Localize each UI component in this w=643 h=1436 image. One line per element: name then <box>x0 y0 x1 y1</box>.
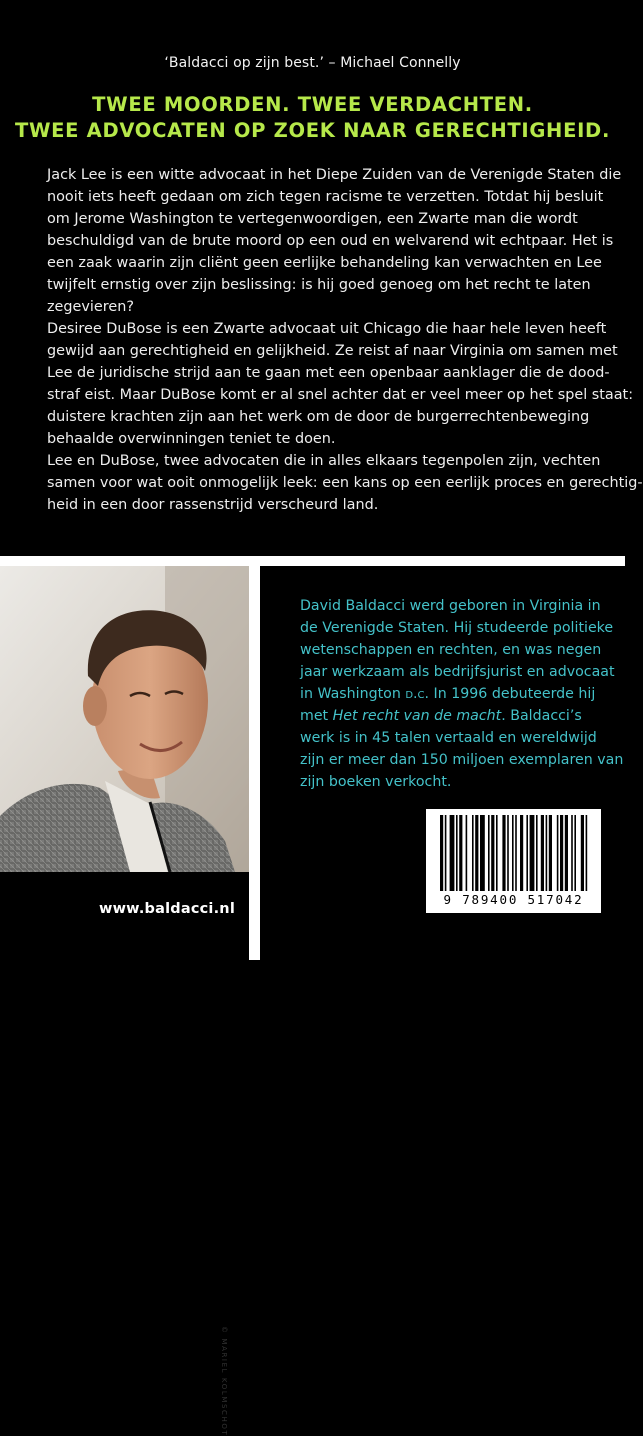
photo-credit: © MARIEL KOLMSCHOT <box>220 1326 228 1436</box>
barcode-bar <box>496 815 498 891</box>
author-bio <box>300 595 624 793</box>
bio-line: zijn er meer dan 150 miljoen exemplaren van <box>300 752 624 768</box>
barcode-bar <box>459 815 462 891</box>
synopsis-line: een zaak waarin zijn cliënt geen eerlijke behandeling kan verwachten en Lee <box>47 255 602 271</box>
synopsis-line: Lee de juridische strijd aan te gaan met een openbaar aanklager die de dood- <box>47 365 610 381</box>
website-link[interactable]: www.baldacci.nl <box>98 901 235 917</box>
bio-line: jaar werkzaam als bedrijfsjurist en advocaat <box>300 664 615 680</box>
barcode-bar <box>480 815 485 891</box>
barcode-bar <box>546 815 548 891</box>
barcode-bar <box>520 815 523 891</box>
synopsis-line: nooit iets heeft gedaan om zich tegen racisme te verzetten. Totdat hij besluit <box>47 189 604 205</box>
bio-line: David Baldacci werd geboren in Virginia in <box>300 598 601 614</box>
barcode-bar <box>440 815 443 891</box>
synopsis-line: gewijd aan gerechtigheid en gelijkheid. Ze reist af naar Virginia om samen met <box>47 343 618 359</box>
synopsis-line: behaalde overwinningen teniet te doen. <box>47 431 336 447</box>
barcode-bar <box>445 815 447 891</box>
synopsis-line: Jack Lee is een witte advocaat in het Diepe Zuiden van de Verenigde Staten die <box>47 167 622 183</box>
website-panel <box>0 872 249 960</box>
bio-text: . Baldacci’s <box>501 708 582 724</box>
bio-small-caps: d.c. <box>405 686 430 702</box>
barcode-bar <box>560 815 563 891</box>
barcode-bar <box>571 815 573 891</box>
barcode <box>426 809 601 913</box>
barcode-bar <box>472 815 474 891</box>
barcode-bar <box>574 815 576 891</box>
author-portrait-illustration <box>0 566 249 872</box>
barcode-bar <box>541 815 544 891</box>
bio-line: werk is in 45 talen vertaald en wereldwijd <box>300 730 597 746</box>
tagline-line-2: TWEE ADVOCATEN OP ZOEK NAAR GERECHTIGHEID. <box>14 119 611 142</box>
barcode-bar <box>526 815 528 891</box>
synopsis-line: samen voor wat ooit onmogelijk leek: een kans op een eerlijk proces en gerechtig- <box>47 475 643 491</box>
tagline-line-1: TWEE MOORDEN. TWEE VERDACHTEN. <box>92 93 533 116</box>
synopsis-line: straf eist. Maar DuBose komt er al snel achter dat er veel meer op het spel staat: <box>47 387 634 403</box>
bio-line: de Verenigde Staten. Hij studeerde politieke <box>300 620 614 636</box>
synopsis-paragraph-3 <box>47 450 643 516</box>
barcode-bar <box>507 815 509 891</box>
bio-text: met <box>300 708 333 724</box>
bio-line <box>300 705 620 727</box>
barcode-bar <box>536 815 538 891</box>
tagline <box>0 92 625 144</box>
synopsis-line: beschuldigd van de brute moord op een oud en welvarend wit echtpaar. Het is <box>47 233 614 249</box>
bio-line: zijn boeken verkocht. <box>300 774 452 790</box>
barcode-bar <box>450 815 455 891</box>
barcode-bar <box>586 815 588 891</box>
synopsis-paragraph-1 <box>47 164 622 318</box>
barcode-bar <box>512 815 514 891</box>
barcode-bar <box>530 815 535 891</box>
synopsis-line: Lee en DuBose, twee advocaten die in alles elkaars tegenpolen zijn, vechten <box>47 453 601 469</box>
synopsis-line: Desiree DuBose is een Zwarte advocaat uit Chicago die haar hele leven heeft <box>47 321 607 337</box>
barcode-bar <box>466 815 468 891</box>
barcode-bar <box>549 815 552 891</box>
bio-line <box>300 683 620 705</box>
synopsis-line: om Jerome Washington te vertegenwoordigen, een Zwarte man die wordt <box>47 211 578 227</box>
isbn-number: 9 789400 517042 <box>443 892 584 907</box>
barcode-bar <box>515 815 517 891</box>
barcode-bar <box>475 815 478 891</box>
barcode-bar <box>557 815 559 891</box>
bio-text: in Washington <box>300 686 406 702</box>
author-bio-panel <box>260 566 625 960</box>
synopsis-line: zegevieren? <box>47 299 134 315</box>
barcode-bar <box>491 815 494 891</box>
barcode-bar <box>456 815 458 891</box>
barcode-bar <box>565 815 568 891</box>
debut-title: Het recht van de macht <box>332 708 502 724</box>
synopsis-line: twijfelt ernstig over zijn beslissing: is hij goed genoeg om het recht te laten <box>47 277 591 293</box>
synopsis-line: heid in een door rassenstrijd verscheurd land. <box>47 497 379 513</box>
barcode-bar <box>488 815 490 891</box>
synopsis <box>47 164 643 516</box>
back-cover-top <box>0 0 643 556</box>
barcode-bar <box>581 815 584 891</box>
synopsis-line: duistere krachten zijn aan het werk om de door de burgerrechtenbeweging <box>47 409 590 425</box>
synopsis-paragraph-2 <box>47 318 634 450</box>
review-quote: ‘Baldacci op zijn best.’ – Michael Connelly <box>164 55 461 71</box>
barcode-bar <box>502 815 505 891</box>
bio-line: wetenschappen en rechten, en was negen <box>300 642 602 658</box>
bio-text: In 1996 debuteerde hij <box>429 686 596 702</box>
